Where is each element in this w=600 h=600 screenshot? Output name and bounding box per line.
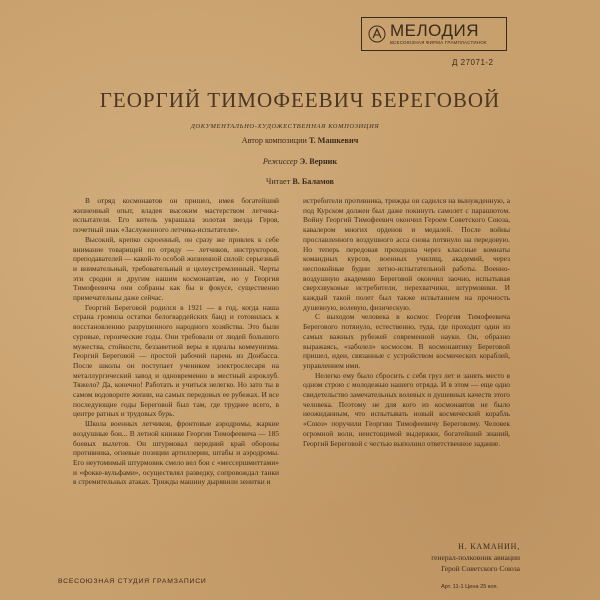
album-title: ГЕОРГИЙ ТИМОФЕЕВИЧ БЕРЕГОВОЙ bbox=[99, 88, 501, 112]
signature-title: Герой Советского Союза bbox=[441, 564, 520, 573]
signature-block bbox=[380, 541, 520, 574]
paragraph: Нелегко ему было сбросить с себя груз лет и занять место в одном строю с молодежью нашего отряда. И в этом — еще одно свидетельство замечательных волевых и душевных качеств этого человека. Поэтому не для кого из космонавтов не было неожиданным, что испытывать новый космический корабль «Союз» поручили Георгию Тимофеевичу Береговому. Человек огромной воли, неистощимой выдержки, богатейший знаний, Георгий Береговой с честью выполнил ответственное задание. bbox=[303, 370, 510, 448]
reader-label: Читает bbox=[266, 177, 291, 187]
text-column-left bbox=[73, 196, 279, 487]
director-label: Режиссер bbox=[262, 156, 298, 166]
paragraph: В отряд космонавтов он пришел, имея богатейший жизненный опыт, владея высоким мастерством летчика-испытателя. Его китель украшала золотая звезда Героя, почетный знак «Заслуженного летчика-испытателя». bbox=[73, 196, 279, 235]
brand-subtitle: ВСЕСОЮЗНАЯ ФИРМА ГРАМПЛАСТИНОК bbox=[390, 40, 487, 46]
melodiya-logo bbox=[361, 17, 507, 51]
signature-name: Н. КАМАНИН, bbox=[458, 542, 520, 551]
author-label: Автор композиции bbox=[241, 136, 307, 146]
author-name: Т. Машкевич bbox=[308, 136, 359, 146]
catalog-number: Д 27071-2 bbox=[452, 58, 494, 67]
genre-line: ДОКУМЕНТАЛЬНО-ХУДОЖЕСТВЕННАЯ КОМПОЗИЦИЯ bbox=[190, 123, 380, 130]
paragraph: Высокий, крепко скроенный, он сразу же привлек к себе внимание товарищей по отряду — летчиков, инструкторов, преподавателей — какой-то особой жизненной силой: серьезный и внимательный, требовательный и целеустремленный. Черты эти сродни и другим нашим космонавтам, но у Георгия Тимофеевича они собраны как бы в фокусе, существенно примечательны даже сейчас. bbox=[73, 234, 279, 303]
director-line bbox=[170, 157, 430, 166]
paragraph: С выходом человека в космос Георгия Тимофеевича Берегового потянуло, естественно, туда, где проходит один из самых важных рубежей современной науки. Он, образно выражаясь, «заболел» космосом. В космонавтику Береговой пришел, идеи, связанные с устройством космических кораблей, управлением ими. bbox=[303, 312, 510, 370]
credits-block bbox=[170, 123, 430, 187]
brand-name: МЕЛОДИЯ bbox=[390, 21, 480, 41]
reader-line bbox=[170, 177, 430, 186]
signature-rank: генерал-полковник авиации bbox=[431, 553, 520, 562]
paragraph: Школа военных летчиков, фронтовые аэродромы, жаркие воздушные бои... В летной книжке Георгия Тимофеевича — 185 боевых вылетов. Он штурмовал передний край обороны противника, огневые позиции артиллерии, штабы и аэродромы. Его неутомимый штурмовик смело вел бои с «мессершмиттами» и «фокке-вульфами», осуществлял разведку, сопровождал танки в стремительных атаках. Трижды машину дырявили зенитки и bbox=[73, 419, 279, 487]
text-column-right bbox=[303, 196, 510, 448]
paragraph: Георгий Береговой родился в 1921 — в год, когда наша страна громила остатки белогвардейских банд и готовилась к восстановлению разрушенного народного хозяйства. Это были суровые, героические годы. Они требовали от людей большого мужества, стойкости, беззаветной веры в идеалы коммунизма. Георгий Береговой — простой рабочий парень из Донбасса. После школы он поступает учеником электрослесаря на металлургический завод и одновременно в местный аэроклуб. Тяжело? Да, конечно! Работать и учиться нелегко. Но зато ты в самом водовороте жизни, на самых передовых ее рубежах. И все последующие годы Береговой был там, где труднее всего, в центре ратных и трудовых бурь. bbox=[73, 302, 279, 419]
price-line: Арт. 11-1 Цена 25 коп. bbox=[441, 584, 499, 590]
melodiya-emblem-icon bbox=[366, 23, 388, 45]
paragraph: истребители противника, трижды он садился на вынужденную, а под Курском должен был даже покинуть самолет с парашютом. Войну Георгий Тимофеевич окончил Героем Советского Союза, кавалером многих орденов и медалей. После войны прославленного воздушного асса снова потянуло на передовую. Но теперь передовая проходила через классные комнаты командных курсов, военных училищ, академий, через неспокойные будни летно-испытательной работы. Военно-воздушную академию Береговой окончил заочно, испытывая сверхзвуковые истребители, перехватчики, штурмовики. И каждый такой полет был также испытанием на прочность душевную, волевую, физическую. bbox=[303, 196, 510, 312]
director-name: Э. Верник bbox=[299, 156, 338, 166]
reader-name: В. Баламов bbox=[292, 177, 334, 187]
author-line bbox=[170, 136, 430, 145]
studio-name: ВСЕСОЮЗНАЯ СТУДИЯ ГРАМЗАПИСИ bbox=[58, 578, 207, 585]
